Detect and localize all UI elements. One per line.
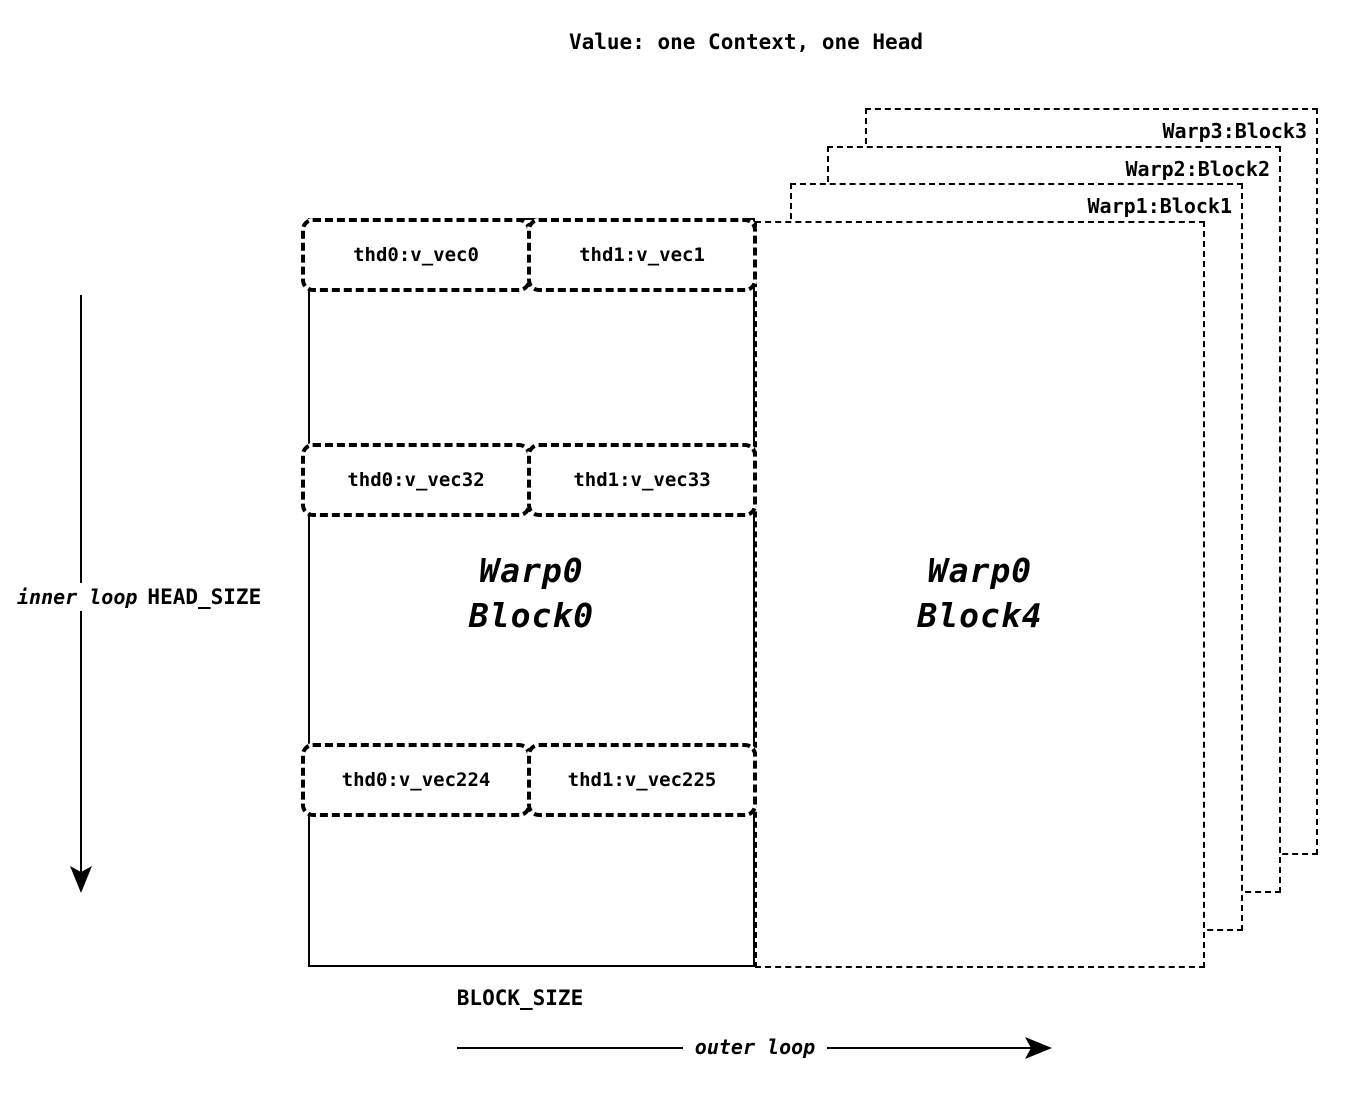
inner-loop-text: inner loop	[17, 585, 138, 609]
thread-vector-cell: thd1:v_vec33	[527, 443, 757, 517]
warp0-block4-label-warp: Warp0	[927, 551, 1033, 590]
warp1-block1-label: Warp1:Block1	[1087, 194, 1232, 218]
inner-loop-axis-label	[12, 583, 266, 611]
thread-vector-cell: thd0:v_vec0	[301, 218, 531, 292]
warp0-block0-label-block: Block0	[468, 596, 595, 635]
block-size-label: BLOCK_SIZE	[456, 986, 584, 1010]
warp0-block4-label-block: Block4	[917, 596, 1043, 635]
thread-vector-cell: thd1:v_vec225	[527, 743, 757, 817]
warp0-block0-label-warp: Warp0	[479, 551, 584, 590]
thread-vector-cell: thd0:v_vec32	[301, 443, 531, 517]
warp0-block0-label	[308, 548, 755, 638]
outer-loop-text: outer loop	[683, 1035, 827, 1059]
warp2-block2-label: Warp2:Block2	[1125, 157, 1270, 181]
warp3-block3-label: Warp3:Block3	[1162, 119, 1307, 143]
thread-vector-cell: thd1:v_vec1	[527, 218, 757, 292]
thread-vector-cell: thd0:v_vec224	[301, 743, 531, 817]
warp0-block4-label	[755, 548, 1205, 638]
diagram-title: Value: one Context, one Head	[568, 30, 923, 54]
head-size-text: HEAD_SIZE	[147, 585, 262, 609]
